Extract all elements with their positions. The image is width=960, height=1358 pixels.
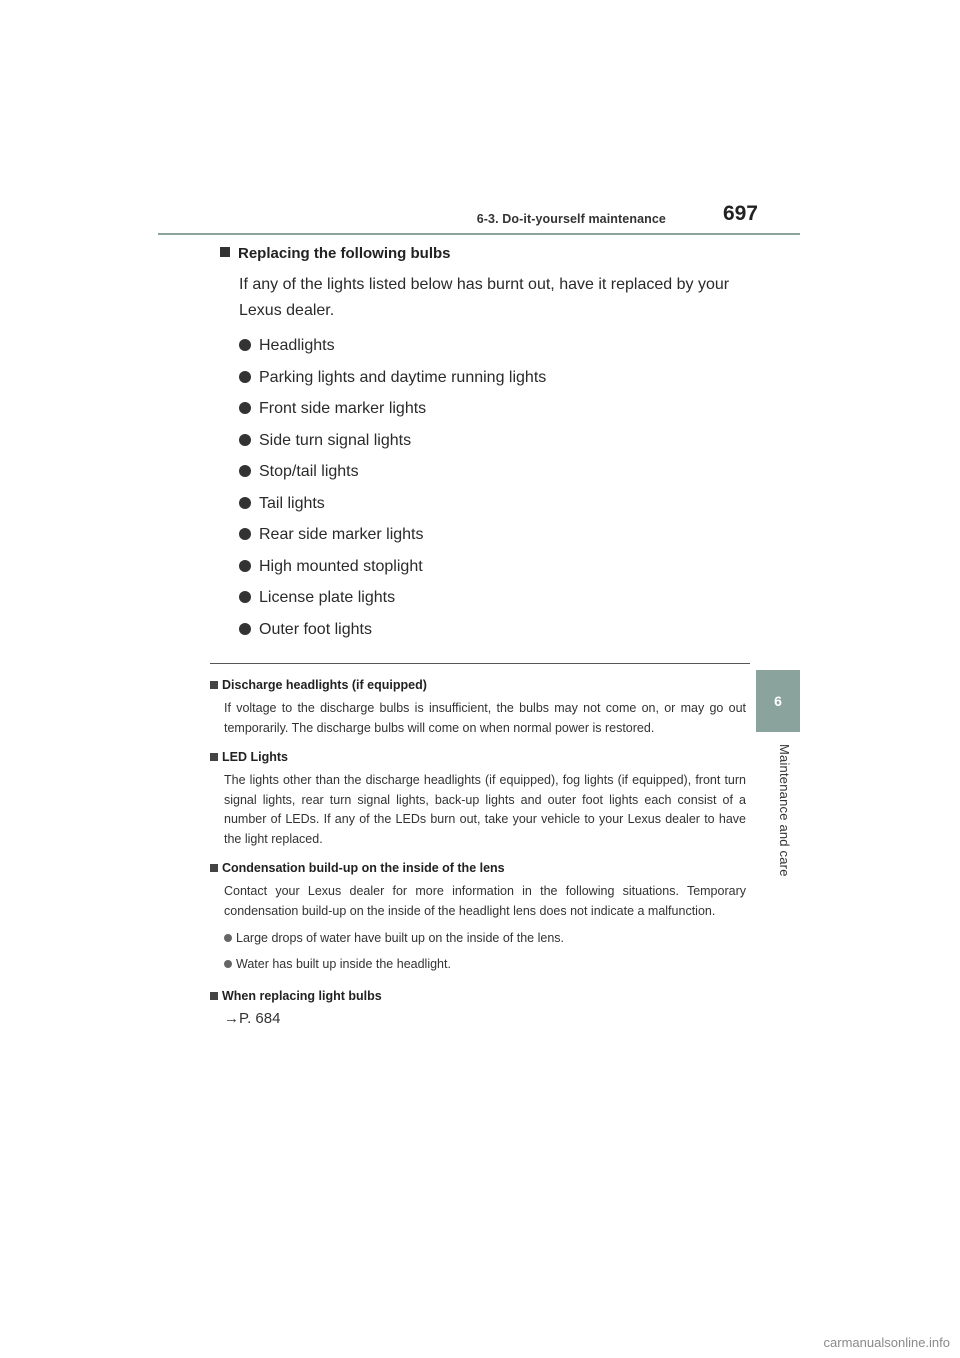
chapter-tab <box>756 670 800 892</box>
list-item <box>239 362 760 394</box>
bullet-icon <box>239 371 251 383</box>
note-list <box>224 925 746 977</box>
note-body: If voltage to the discharge bulbs is insufficient, the bulbs may not come on, or may go out temporarily. The discharge bulbs will come on when normal power is restored. <box>224 701 746 735</box>
square-bullet-icon <box>220 247 230 257</box>
page-header <box>158 200 800 236</box>
list-item-text: High mounted stoplight <box>259 557 423 575</box>
note-heading-text: Condensation build-up on the inside of the lens <box>222 861 505 875</box>
square-bullet-icon <box>210 753 218 761</box>
note-heading <box>210 858 746 878</box>
list-item <box>239 614 760 646</box>
list-item-text: Front side marker lights <box>259 400 427 417</box>
bulb-list <box>239 330 760 645</box>
list-item <box>239 582 760 614</box>
list-item <box>239 551 760 583</box>
list-item <box>239 425 760 457</box>
note-heading <box>210 747 746 767</box>
list-item-text: Large drops of water have built up on the inside of the lens. <box>236 931 564 945</box>
list-item-text: Rear side marker lights <box>259 526 424 543</box>
bullet-icon <box>239 465 251 477</box>
list-item <box>224 925 746 951</box>
note-discharge-headlights <box>210 675 746 738</box>
list-item <box>239 330 760 362</box>
square-bullet-icon <box>210 864 218 872</box>
bullet-icon <box>239 623 251 635</box>
note-led-lights <box>210 747 746 849</box>
bullet-icon <box>239 339 251 351</box>
notes-divider <box>210 663 750 664</box>
watermark: carmanualsonline.info <box>823 1335 950 1350</box>
bullet-icon <box>239 560 251 572</box>
list-item <box>239 519 760 551</box>
note-replacing-bulbs <box>210 986 746 1027</box>
note-heading-text: When replacing light bulbs <box>222 989 382 1003</box>
main-section <box>220 240 760 645</box>
bullet-icon <box>239 528 251 540</box>
note-heading <box>210 675 746 695</box>
note-heading <box>210 986 746 1006</box>
list-item-text: Tail lights <box>259 494 325 512</box>
section-heading <box>220 240 760 268</box>
bullet-icon <box>224 960 232 968</box>
list-item-text: License plate lights <box>259 589 396 606</box>
note-body: Contact your Lexus dealer for more information in the following situations. Temporary condensation build-up on the inside of the headlight lens does not indicate a malfunction. <box>224 884 746 918</box>
section-title: 6-3. Do-it-yourself maintenance <box>476 212 666 226</box>
note-body: The lights other than the discharge headlights (if equipped), fog lights (if equipped), front turn signal lights, rear turn signal lights, back-up lights and outer foot lights each consist of a number of LEDs. If any of the LEDs burn out, take your vehicle to your Lexus dealer to have the light replaced. <box>224 773 746 846</box>
list-item <box>239 456 760 488</box>
bullet-icon <box>239 434 251 446</box>
notes-section <box>210 675 746 1036</box>
list-item-text: Parking lights and daytime running lights <box>259 368 547 386</box>
note-heading-text: Discharge headlights (if equipped) <box>222 678 427 692</box>
chapter-number: 6 <box>756 670 800 732</box>
header-rule <box>158 233 800 235</box>
square-bullet-icon <box>210 681 218 689</box>
list-item-text: Water has built up inside the headlight. <box>236 957 451 971</box>
square-bullet-icon <box>210 992 218 1000</box>
page-number: 697 <box>722 202 758 225</box>
page-reference-link[interactable]: →P. 684 <box>224 1010 281 1027</box>
list-item-text: Outer foot lights <box>259 620 372 638</box>
bullet-icon <box>239 402 251 414</box>
list-item <box>239 393 760 425</box>
list-item <box>224 951 746 977</box>
note-condensation <box>210 858 746 977</box>
bullet-icon <box>239 591 251 603</box>
bullet-icon <box>239 497 251 509</box>
note-heading-text: LED Lights <box>222 750 288 764</box>
chapter-title: Maintenance and care <box>777 744 792 877</box>
list-item-text: Headlights <box>259 337 335 354</box>
bullet-icon <box>224 934 232 942</box>
list-item-text: Stop/tail lights <box>259 463 359 480</box>
section-heading-text: Replacing the following bulbs <box>238 245 451 262</box>
list-item-text: Side turn signal lights <box>259 431 412 449</box>
list-item <box>239 488 760 520</box>
section-intro: If any of the lights listed below has burnt out, have it replaced by your Lexus dealer. <box>239 276 730 319</box>
